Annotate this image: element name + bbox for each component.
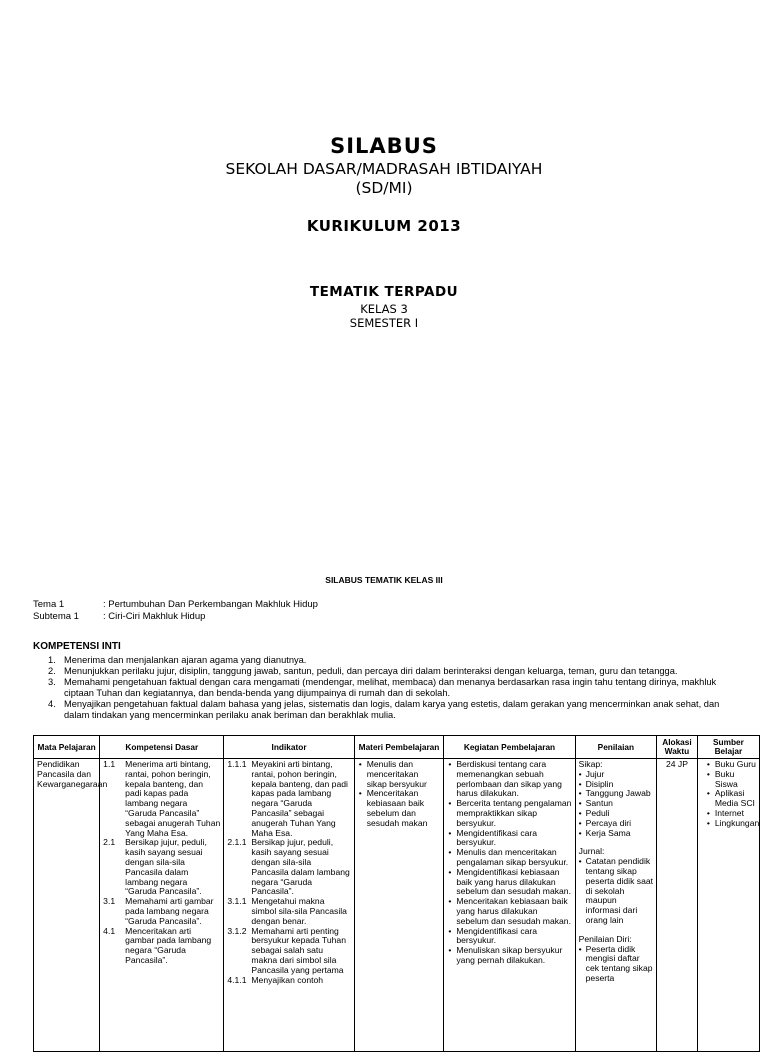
sikap-label: Sikap: xyxy=(578,759,603,769)
table-row xyxy=(34,759,760,1052)
col-header-materi: Materi Pembelajaran xyxy=(354,736,444,759)
list-item: • Peserta didik mengisi daftar cek tentang sikap peserta xyxy=(586,945,653,984)
list-item: • Internet xyxy=(715,809,756,819)
subject-label: TEMATIK TERPADU xyxy=(309,284,459,300)
tema-row xyxy=(33,599,318,610)
grade-label: KELAS 3 xyxy=(360,302,408,316)
list-item: 4. Menyajikan pengetahuan faktual dalam bahasa yang jelas, sistematis dan logis, dalam karya yang estetis, dalam gerakan yang mencerminkan anak sehat, dan dalam tindakan yang mencerminkan perilaku anak beriman dan berakhlak mulia. xyxy=(48,699,720,720)
list-item: • Menceritakan kebiasaan baik yang harus dilakukan sebelum dan sesudah makan. xyxy=(456,897,571,926)
list-item: • Aplikasi Media SCI xyxy=(715,789,756,809)
subtema-value: : Ciri-Ciri Makhluk Hidup xyxy=(103,611,206,622)
list-item: • Mengidentifikasi cara bersyukur. xyxy=(456,829,571,849)
school-level-line1: SEKOLAH DASAR/MADRASAH IBTIDAIYAH xyxy=(225,160,543,178)
col-header-sumber: Sumber Belajar xyxy=(697,736,759,759)
list-item: 3.1 Memahami arti gambar pada lambang negara “Garuda Pancasila”. xyxy=(103,896,214,926)
materi-list xyxy=(358,760,441,829)
table-header-row xyxy=(34,736,760,759)
list-item: 1.1 Menerima arti bintang, rantai, pohon beringin, kepala banteng, dan padi kapas pada lambang negara “Garuda Pancasila” sebagai anugerah Tuhan Yang Maha Esa. xyxy=(103,759,221,838)
list-item: • Santun xyxy=(586,799,653,809)
cell-kegiatan xyxy=(444,759,575,1052)
list-item: 2.1 Bersikap jujur, peduli, kasih sayang sesuai dengan sila-sila Pancasila dalam lambang negara “Garuda Pancasila”. xyxy=(103,837,207,897)
list-item: 1. Menerima dan menjalankan ajaran agama yang dianutnya. xyxy=(48,655,307,665)
list-item: • Bercerita tentang pengalaman mempraktikkan sikap bersyukur. xyxy=(456,799,571,828)
penilaian-diri-label: Penilaian Diri: xyxy=(578,933,632,944)
list-item: • Kerja Sama xyxy=(586,829,653,839)
sumber-list xyxy=(701,759,760,829)
list-item: • Percaya diri xyxy=(586,819,653,829)
school-level-line2: (SD/MI) xyxy=(355,179,413,197)
list-item: • Peduli xyxy=(586,809,653,819)
col-header-kd: Kompetensi Dasar xyxy=(100,736,224,759)
col-header-penilaian: Penilaian xyxy=(575,736,656,759)
col-header-mapel: Mata Pelajaran xyxy=(34,736,100,759)
kompetensi-inti-list xyxy=(48,655,738,721)
list-item: • Buku Siswa xyxy=(715,770,756,790)
subtema-row xyxy=(33,611,205,622)
list-item: 2. Menunjukkan perilaku jujur, disiplin, tanggung jawab, santun, peduli, dan percaya diri dalam berinteraksi dengan keluarga, teman, guru dan tetangga. xyxy=(48,666,678,676)
cell-sumber xyxy=(697,759,759,1052)
document-title: SILABUS xyxy=(330,134,438,158)
semester-label: SEMESTER I xyxy=(349,316,419,330)
cell-penilaian xyxy=(575,759,656,1052)
jurnal-label: Jurnal: xyxy=(578,846,605,857)
cell-mapel: Pendidikan Pancasila dan Kewarganegaraan xyxy=(34,759,100,1052)
list-item: • Catatan pendidik tentang sikap peserta didik saat di sekolah maupun informasi dari orang lain xyxy=(586,857,653,926)
list-item: 2.1.1 Bersikap jujur, peduli, kasih sayang sesuai dengan sila-sila Pancasila dalam lambang negara “Garuda Pancasila”. xyxy=(227,837,350,897)
list-item: 3.1.2 Memahami arti penting bersyukur kepada Tuhan sebagai salah satu makna dari simbol sila Pancasila yang pertama xyxy=(227,925,346,975)
cell-kd xyxy=(100,759,224,1052)
cell-materi xyxy=(354,759,444,1052)
list-item: • Mengidentifikasi kebiasaan baik yang harus dilakukan sebelum dan sesudah makan. xyxy=(456,868,571,897)
cell-indikator xyxy=(224,759,354,1052)
list-item: • Menulis dan menceritakan sikap bersyukur xyxy=(367,760,441,789)
curriculum-label: KURIKULUM 2013 xyxy=(306,217,462,235)
list-item: • Disiplin xyxy=(586,780,653,790)
kegiatan-list xyxy=(447,760,571,966)
subtema-label: Subtema 1 xyxy=(33,611,79,622)
list-item: • Jujur xyxy=(586,770,653,780)
list-item: 3. Memahami pengetahuan faktual dengan cara mengamati (mendengar, melihat, membaca) dan menanya berdasarkan rasa ingin tahu tentang dirinya, makhluk ciptaan Tuhan dan kegiatannya, dan benda-benda yang dijumpainya di rumah dan di sekolah. xyxy=(48,677,717,698)
list-item: • Menceritakan kebiasaan baik sebelum dan sesudah makan xyxy=(367,789,441,828)
penilaian-diri-list xyxy=(579,945,653,984)
sikap-list xyxy=(579,770,653,839)
list-item: • Buku Guru xyxy=(715,760,756,770)
tema-value: : Pertumbuhan Dan Perkembangan Makhluk Hidup xyxy=(103,599,318,610)
col-header-alokasi: Alokasi Waktu xyxy=(657,736,698,759)
col-header-indikator: Indikator xyxy=(224,736,354,759)
cell-alokasi: 24 JP xyxy=(657,759,698,1052)
list-item: • Menuliskan sikap bersyukur yang pernah dilakukan. xyxy=(456,946,571,966)
syllabus-table xyxy=(33,735,760,1052)
col-header-kegiatan: Kegiatan Pembelajaran xyxy=(444,736,575,759)
list-item: • Lingkungan xyxy=(715,819,756,829)
list-item: 4.1 Menceritakan arti gambar pada lambang negara “Garuda Pancasila”. xyxy=(103,925,212,965)
list-item: • Menulis dan menceritakan pengalaman sikap bersyukur. xyxy=(456,848,571,868)
list-item: • Berdiskusi tentang cara memenangkan sebuah perlombaan dan sikap yang harus dilakukan. xyxy=(456,760,571,799)
list-item: 3.1.1 Mengetahui makna simbol sila-sila Pancasila dengan benar. xyxy=(227,896,347,926)
section-title: SILABUS TEMATIK KELAS III xyxy=(325,575,443,585)
list-item: 4.1.1 Menyajikan contoh xyxy=(227,974,324,985)
tema-label: Tema 1 xyxy=(33,599,65,610)
list-item: • Tanggung Jawab xyxy=(586,789,653,799)
list-item: 1.1.1 Meyakini arti bintang, rantai, pohon beringin, kepala banteng, dan padi kapas pada lambang negara “Garuda Pancasila” sebagai anugerah Tuhan Yang Maha Esa. xyxy=(227,759,348,838)
jurnal-list xyxy=(579,857,653,926)
kompetensi-inti-heading: KOMPETENSI INTI xyxy=(33,641,121,652)
list-item: • Mengidentifikasi cara bersyukur. xyxy=(456,927,571,947)
